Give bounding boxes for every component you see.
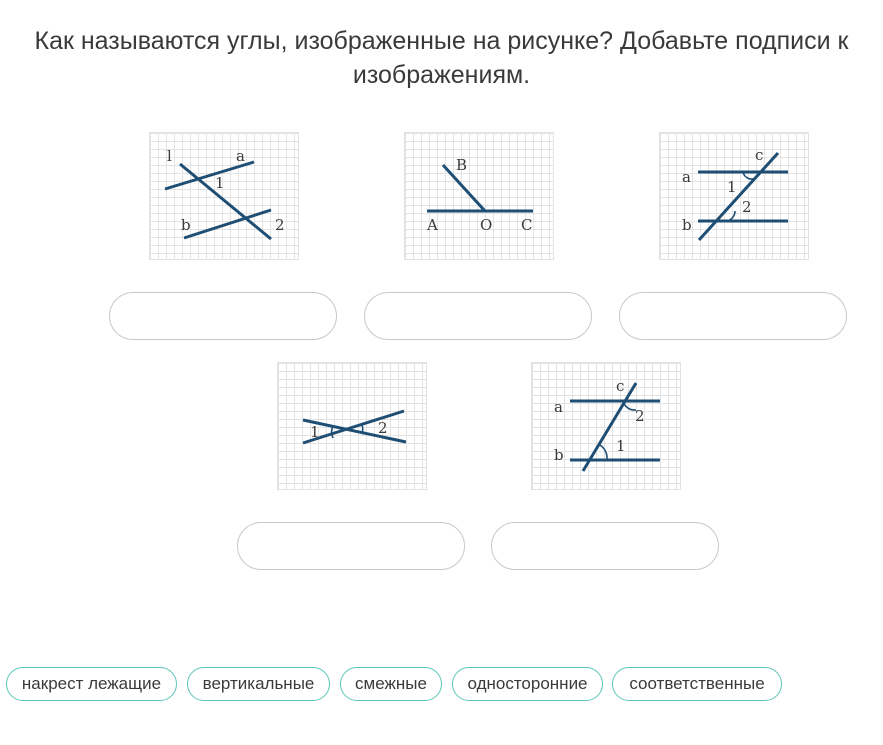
figure-3-drawing [660, 133, 810, 261]
option-chip-odnostoronnie[interactable]: односторонние [452, 667, 603, 701]
label-angle-2: 2 [635, 407, 645, 425]
label-b: b [554, 446, 564, 464]
label-C: C [521, 216, 533, 234]
line-l [180, 164, 271, 239]
label-angle-1: 1 [616, 437, 626, 455]
figure-5-drawing [532, 363, 682, 491]
answer-slot-4[interactable] [237, 522, 465, 570]
answer-slot-1[interactable] [109, 292, 337, 340]
label-angle-2: 2 [378, 419, 388, 437]
label-angle-1: 1 [215, 174, 225, 192]
figure-2-drawing [405, 133, 555, 261]
question-line-2: изображениям. [352, 61, 531, 89]
line-b [184, 210, 271, 238]
label-B: B [456, 156, 468, 174]
line-a [165, 162, 254, 189]
question-text [0, 24, 883, 92]
label-angle-2: 2 [742, 198, 752, 216]
arc-angle-1 [600, 445, 607, 460]
label-angle-1: 1 [310, 423, 320, 441]
option-chip-sootvetstvennye[interactable]: соответственные [612, 667, 782, 701]
answer-slot-5[interactable] [491, 522, 719, 570]
label-c: c [755, 146, 764, 164]
label-angle-1: 1 [727, 178, 737, 196]
option-chip-nakrest-lezhashchie[interactable]: накрест лежащие [6, 667, 177, 701]
question-line-1: Как называются углы, изображенные на рисунке? Добавьте подписи к [34, 27, 849, 55]
label-b: b [181, 216, 191, 234]
label-O: O [480, 216, 493, 234]
figure-5-parallel-lines [531, 362, 681, 490]
label-a: a [554, 398, 563, 416]
label-l: l [167, 147, 172, 165]
figure-1-lines-transversal [149, 132, 299, 260]
label-a: a [236, 147, 245, 165]
option-chip-vertikalnye[interactable]: вертикальные [187, 667, 330, 701]
option-chip-smezhnye[interactable]: смежные [340, 667, 442, 701]
figure-4-drawing [278, 363, 428, 491]
label-angle-2: 2 [275, 216, 285, 234]
line-c [699, 153, 778, 240]
answer-slot-2[interactable] [364, 292, 592, 340]
figure-1-drawing [150, 133, 300, 261]
figure-4-vertical-angles [277, 362, 427, 490]
label-a: a [682, 168, 691, 186]
line-c [583, 383, 636, 471]
figure-2-adjacent-angles [404, 132, 554, 260]
label-A: A [427, 216, 438, 234]
answer-slot-3[interactable] [619, 292, 847, 340]
label-c: c [616, 377, 625, 395]
figure-3-parallel-lines [659, 132, 809, 260]
arc-angle-2 [362, 425, 363, 434]
label-b: b [682, 216, 692, 234]
